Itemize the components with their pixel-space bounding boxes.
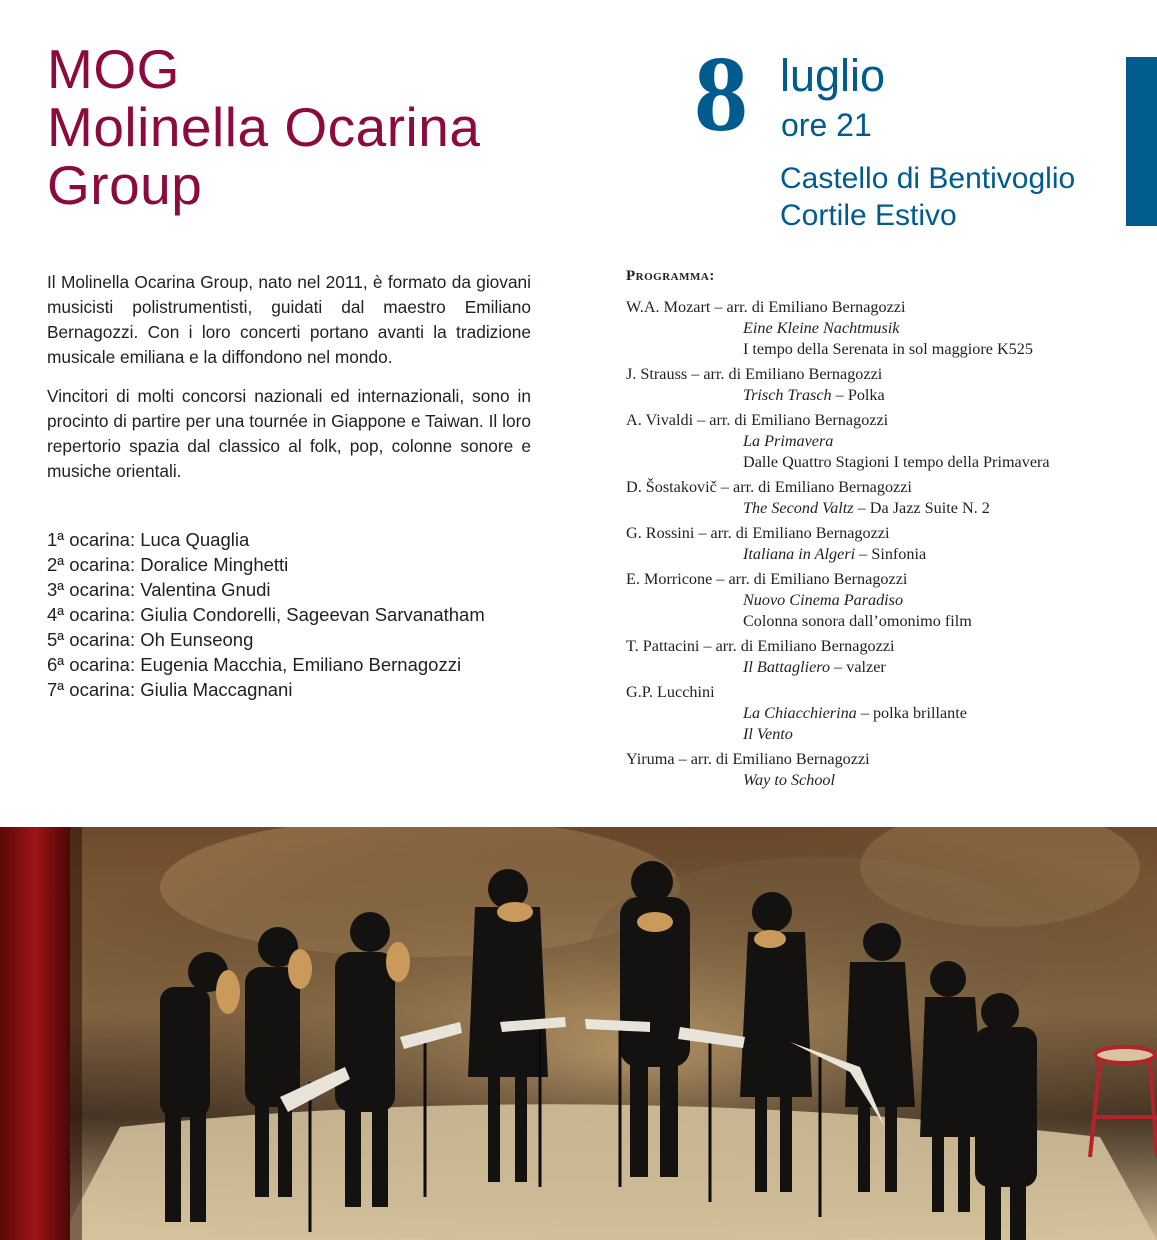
program-composer: Yiruma – arr. di Emiliano Bernagozzi xyxy=(626,750,870,768)
player-item: 3ª ocarina: Valentina Gnudi xyxy=(47,579,271,600)
program-title-line xyxy=(626,657,1116,678)
player-item: 2ª ocarina: Doralice Minghetti xyxy=(47,554,289,575)
program-composer: E. Morricone – arr. di Emiliano Bernagozzi xyxy=(626,570,908,588)
player-item: 7ª ocarina: Giulia Maccagnani xyxy=(47,679,293,700)
program-composer: A. Vivaldi – arr. di Emiliano Bernagozzi xyxy=(626,411,889,429)
program-title-suffix: – valzer xyxy=(830,658,886,676)
program-list xyxy=(626,297,1116,791)
program-composer: J. Strauss – arr. di Emiliano Bernagozzi xyxy=(626,365,883,383)
program-title-suffix: – polka brillante xyxy=(856,704,967,722)
program-detail: Colonna sonora dall’omonimo film xyxy=(743,612,972,630)
program-title-line xyxy=(626,590,1116,611)
program-title-line xyxy=(626,498,1116,519)
program-item xyxy=(626,297,1116,360)
program-heading: Programma: xyxy=(626,268,715,284)
program-title: The Second Valtz xyxy=(743,499,854,517)
program-title-suffix: – Da Jazz Suite N. 2 xyxy=(853,499,990,517)
program-title-suffix: – Polka xyxy=(831,386,885,404)
program-title-line xyxy=(626,385,1116,406)
venue-line-2: Cortile Estivo xyxy=(780,199,957,232)
concert-photo xyxy=(0,827,1157,1240)
program-title: La Primavera xyxy=(743,432,834,450)
player-item: 5ª ocarina: Oh Eunseong xyxy=(47,629,254,650)
program-title: La Chiacchierina xyxy=(743,704,857,722)
program-title: Way to School xyxy=(743,771,836,789)
event-month: luglio xyxy=(780,50,886,101)
player-item: 4ª ocarina: Giulia Condorelli, Sageevan Sarvanatham xyxy=(47,604,485,625)
title-line-3: Group xyxy=(47,154,203,216)
program-extra-title-line xyxy=(626,724,1116,745)
program-item xyxy=(626,523,1116,565)
program-section xyxy=(626,268,1116,795)
program-item xyxy=(626,410,1116,473)
program-title-line xyxy=(626,318,1116,339)
program-title: Il Battagliero xyxy=(743,658,831,676)
program-detail: I tempo della Serenata in sol maggiore K525 xyxy=(743,340,1033,358)
program-title: Eine Kleine Nachtmusik xyxy=(743,319,900,337)
title-line-1: MOG xyxy=(47,38,180,100)
program-detail: Dalle Quattro Stagioni I tempo della Primavera xyxy=(743,453,1050,471)
event-venue xyxy=(780,160,1075,234)
player-item: 1ª ocarina: Luca Quaglia xyxy=(47,529,250,550)
program-title-line xyxy=(626,431,1116,452)
event-time: ore 21 xyxy=(781,107,872,143)
program-title-line xyxy=(626,770,1116,791)
program-item xyxy=(626,569,1116,632)
intro-paragraph-1: Il Molinella Ocarina Group, nato nel 2011, è formato da giovani musicisti polistrumentisti, guidati dal maestro Emiliano Bernagozzi. Con i loro concerti portano avanti la tradizione musicale emiliana e la diffondono nel mondo. xyxy=(47,272,531,367)
program-title: Italiana in Algeri xyxy=(743,545,856,563)
event-day: 8 xyxy=(694,35,748,154)
program-item xyxy=(626,477,1116,519)
program-title: Nuovo Cinema Paradiso xyxy=(743,591,904,609)
program-extra-title: Il Vento xyxy=(743,725,793,743)
accent-bar xyxy=(1126,57,1157,226)
program-composer: T. Pattacini – arr. di Emiliano Bernagozzi xyxy=(626,637,895,655)
program-composer: G. Rossini – arr. di Emiliano Bernagozzi xyxy=(626,524,890,542)
intro-paragraph-2: Vincitori di molti concorsi nazionali ed internazionali, sono in procinto di partire per una tournée in Giappone e Taiwan. Il loro repertorio spazia dal classico al folk, pop, colonne sonore e musiche orientali. xyxy=(47,386,531,481)
program-title-suffix: – Sinfonia xyxy=(855,545,927,563)
program-item xyxy=(626,364,1116,406)
program-composer: D. Šostakovič – arr. di Emiliano Bernagozzi xyxy=(626,478,912,496)
program-title-line xyxy=(626,544,1116,565)
page-title xyxy=(47,40,480,214)
program-composer: G.P. Lucchini xyxy=(626,683,715,701)
player-item: 6ª ocarina: Eugenia Macchia, Emiliano Bernagozzi xyxy=(47,654,462,675)
players-list xyxy=(47,527,485,702)
program-composer: W.A. Mozart – arr. di Emiliano Bernagozzi xyxy=(626,298,906,316)
program-title-line xyxy=(626,703,1116,724)
program-item xyxy=(626,749,1116,791)
program-item xyxy=(626,682,1116,745)
venue-line-1: Castello di Bentivoglio xyxy=(780,162,1076,195)
title-line-2: Molinella Ocarina xyxy=(47,96,481,158)
intro-text xyxy=(47,270,531,498)
program-item xyxy=(626,636,1116,678)
concert-photo-illustration xyxy=(0,827,1157,1240)
program-title: Trisch Trasch xyxy=(743,386,832,404)
